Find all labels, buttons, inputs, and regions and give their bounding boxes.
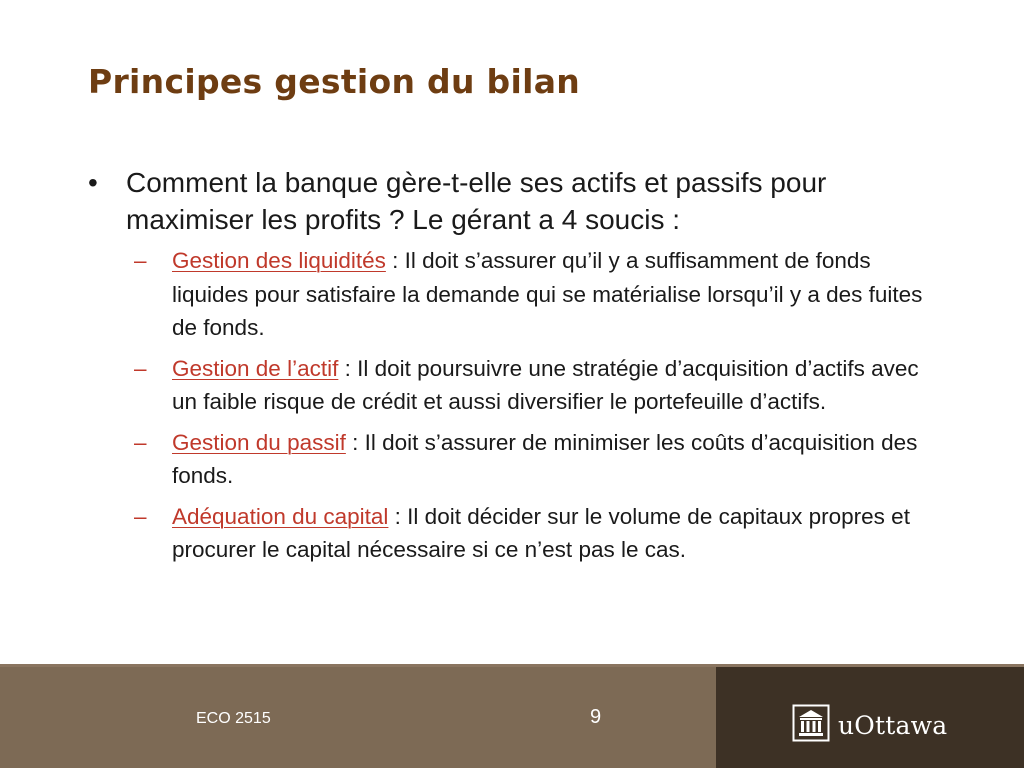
bullet-symbol: • [88, 167, 98, 198]
dash-marker: – [134, 503, 147, 529]
uottawa-logo [792, 704, 947, 747]
sub-item-capital [134, 500, 948, 567]
uottawa-wordmark: uOttawa [838, 711, 948, 740]
slide-title: Principes gestion du bilan [88, 62, 581, 101]
slide-content [88, 164, 948, 574]
course-code: ECO 2515 [196, 710, 271, 727]
dash-marker: – [134, 355, 147, 381]
university-building-icon [792, 704, 830, 747]
sub-list [134, 244, 948, 567]
page-number: 9 [590, 706, 602, 728]
dash-marker: – [134, 429, 147, 455]
dash-marker: – [134, 248, 147, 273]
sub-item-liquidites [134, 244, 948, 345]
main-bullet-text: Comment la banque gère-t-elle ses actifs et passifs pour maximiser les profits ? Le gérant a 4 soucis : [126, 167, 827, 235]
sub-item-text: : Il doit s’assurer de minimiser les coûts d’acquisition des fonds. [172, 429, 918, 488]
sub-item-text: : Il doit poursuivre une stratégie d’acquisition d’actifs avec un faible risque de crédit et aussi diversifier le portefeuille d’actifs. [172, 355, 919, 414]
footer-left-panel [0, 667, 716, 768]
sub-item-actif [134, 352, 948, 419]
sub-item-text: : Il doit décider sur le volume de capitaux propres et procurer le capital nécessaire si ce n’est pas le cas. [172, 503, 910, 562]
sub-item-link-passif[interactable]: Gestion du passif [172, 429, 346, 455]
main-bullet [88, 164, 948, 238]
sub-item-passif [134, 426, 948, 493]
sub-item-link-liquidites[interactable]: Gestion des liquidités [172, 248, 386, 273]
sub-item-link-actif[interactable]: Gestion de l’actif [172, 355, 339, 381]
sub-item-text: : Il doit s’assurer qu’il y a suffisamment de fonds liquides pour satisfaire la demande qui se matérialise lorsqu’il y a des fuites de fonds. [172, 248, 923, 340]
sub-item-link-capital[interactable]: Adéquation du capital [172, 503, 389, 529]
